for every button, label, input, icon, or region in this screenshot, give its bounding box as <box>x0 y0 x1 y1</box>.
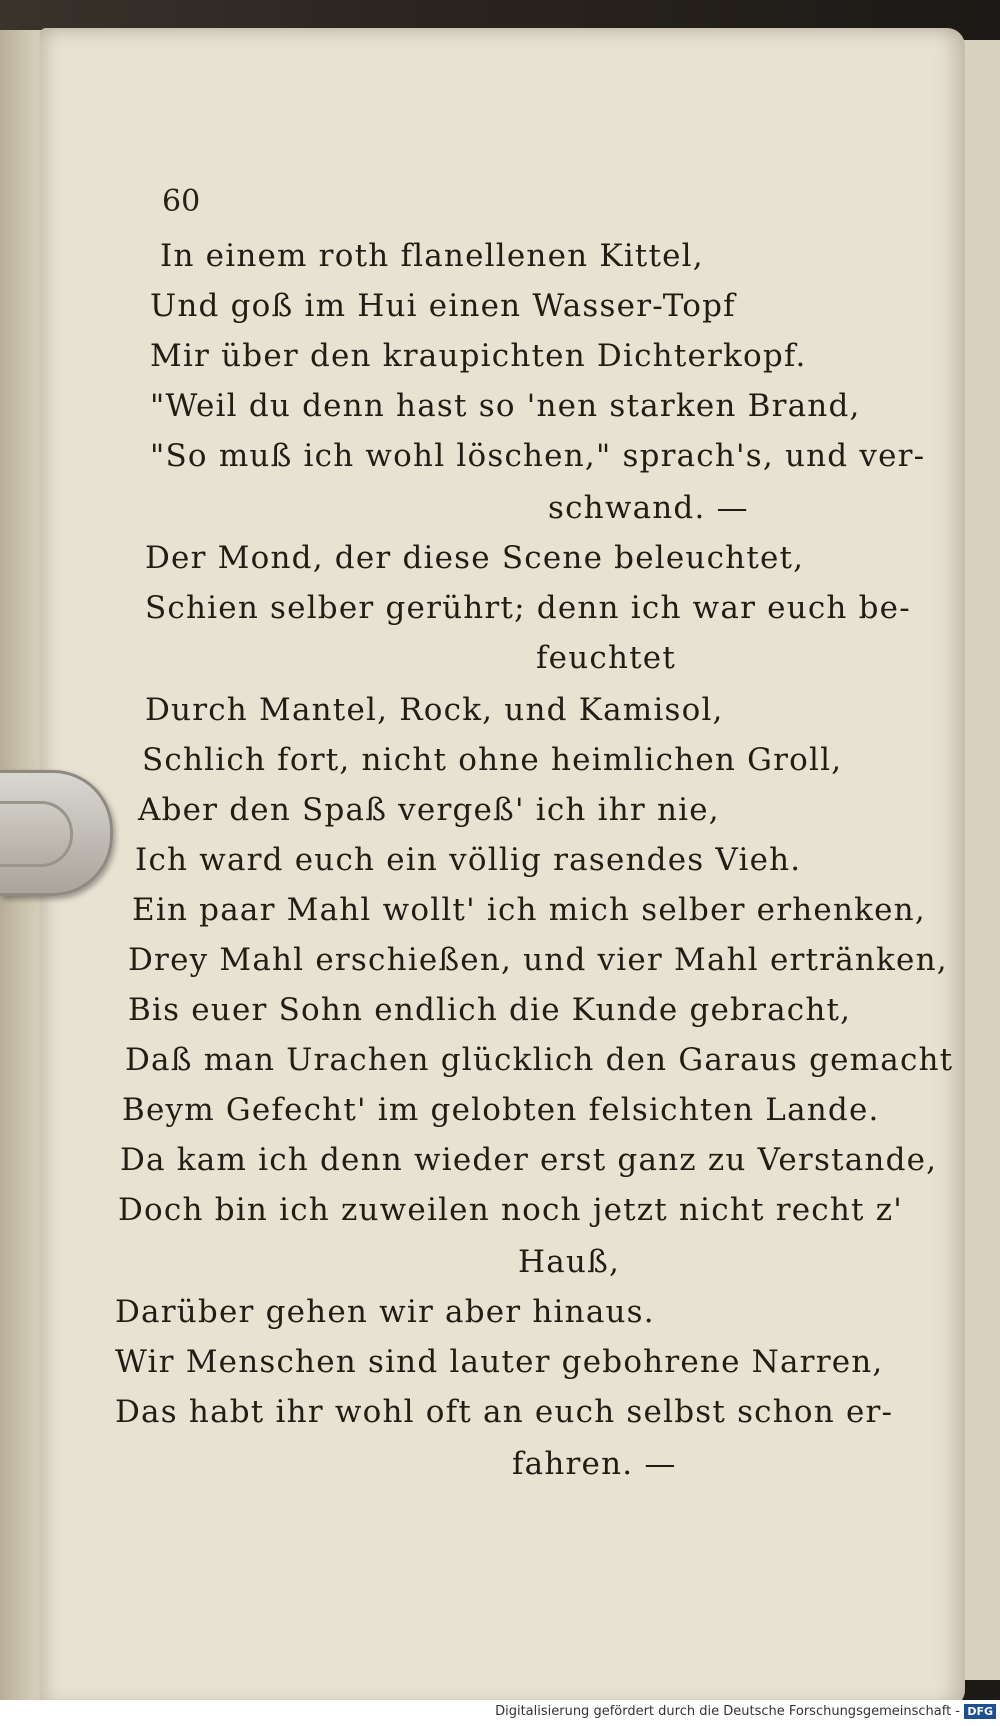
text-line: Doch bin ich zuweilen noch jetzt nicht recht z' <box>118 1192 903 1228</box>
text-line-continuation: feuchtet <box>536 640 676 676</box>
text-line: Drey Mahl erschießen, und vier Mahl ertränken, <box>128 942 948 978</box>
text-line: Durch Mantel, Rock, und Kamisol, <box>145 692 724 728</box>
footer-bar <box>0 1700 1000 1726</box>
text-line: Aber den Spaß vergeß' ich ihr nie, <box>138 792 720 828</box>
text-line: Wir Menschen sind lauter gebohrene Narren, <box>115 1344 884 1380</box>
text-line: Der Mond, der diese Scene beleuchtet, <box>145 540 805 576</box>
text-line-continuation: schwand. — <box>548 490 749 526</box>
text-line: Schlich fort, nicht ohne heimlichen Groll, <box>142 742 843 778</box>
text-line: Beym Gefecht' im gelobten felsichten Lande. <box>122 1092 880 1128</box>
text-line: Ein paar Mahl wollt' ich mich selber erhenken, <box>132 892 926 928</box>
text-line: Da kam ich denn wieder erst ganz zu Verstande, <box>120 1142 938 1178</box>
text-line: "So muß ich wohl löschen," sprach's, und ver- <box>150 438 926 474</box>
text-line-continuation: fahren. — <box>512 1446 677 1482</box>
text-line: Daß man Urachen glücklich den Garaus gemacht <box>125 1042 954 1078</box>
text-line: Schien selber gerührt; denn ich war euch be- <box>145 590 911 626</box>
text-line: In einem roth flanellenen Kittel, <box>160 238 704 274</box>
text-line: Das habt ihr wohl oft an euch selbst schon er- <box>115 1394 894 1430</box>
page-clip-inner <box>0 801 73 867</box>
text-line: Ich ward euch ein völlig rasendes Vieh. <box>135 842 802 878</box>
dfg-logo: DFG <box>964 1704 996 1719</box>
text-line: Darüber gehen wir aber hinaus. <box>115 1294 655 1330</box>
digitization-credit: Digitalisierung gefördert durch die Deutsche Forschungsgemeinschaft - <box>495 1704 960 1719</box>
text-line: Mir über den kraupichten Dichterkopf. <box>150 338 807 374</box>
text-line: Bis euer Sohn endlich die Kunde gebracht, <box>128 992 852 1028</box>
text-line: "Weil du denn hast so 'nen starken Brand, <box>150 388 861 424</box>
page-clip <box>0 770 113 896</box>
text-line-continuation: Hauß, <box>518 1244 621 1280</box>
page-number: 60 <box>162 184 201 219</box>
text-line: Und goß im Hui einen Wasser-Topf <box>150 288 736 324</box>
